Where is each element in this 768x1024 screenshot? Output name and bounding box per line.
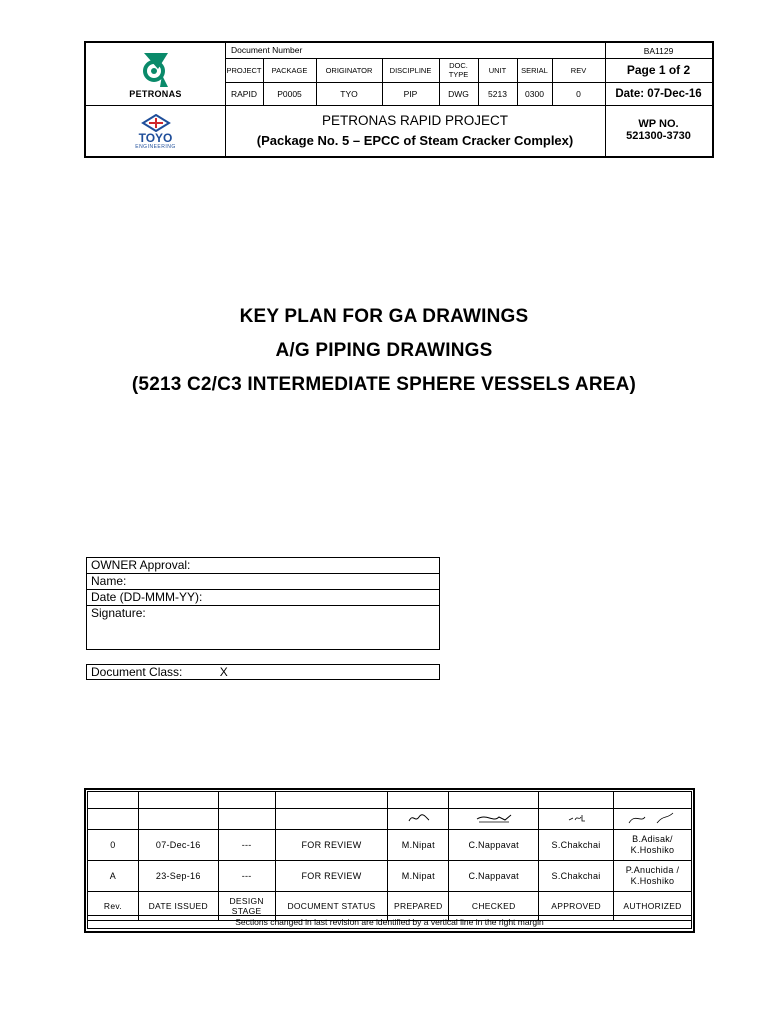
project-title-block <box>225 106 605 158</box>
col-doc-type: DOC. TYPE <box>448 61 469 79</box>
val-discipline: PIP <box>403 88 418 99</box>
table-row: A 23-Sep-16 --- FOR REVIEW M.Nipat C.Nappavat S.Chakchai P.Anuchida / K.Hoshiko <box>88 861 692 892</box>
table-row: 0 07-Dec-16 --- FOR REVIEW M.Nipat C.Nappavat S.Chakchai B.Adisak/ K.Hoshiko <box>88 830 692 861</box>
toyo-logo-subtext: ENGINEERING <box>135 144 176 150</box>
revision-note: Sections changed in last revision are identified by a vertical line in the right margin <box>87 915 692 929</box>
val-package: P0005 <box>277 88 302 99</box>
document-class-box <box>86 664 440 680</box>
col-originator: ORIGINATOR <box>325 65 373 75</box>
col-serial: SERIAL <box>521 65 548 75</box>
owner-approval-box <box>86 557 440 650</box>
toyo-emblem-icon <box>141 114 171 132</box>
date-label: Date (DD-MMM-YY): <box>87 590 439 606</box>
val-serial: 0300 <box>525 88 544 99</box>
wp-label: WP NO. <box>638 118 679 130</box>
signature-label: Signature: <box>91 606 146 620</box>
table-header-row: Rev. DATE ISSUED DESIGN STAGE DOCUMENT STATUS PREPARED CHECKED APPROVED AUTHORIZED <box>88 892 692 921</box>
toyo-logo <box>86 106 225 158</box>
approved-signature-icon <box>561 811 591 825</box>
col-package: PACKAGE <box>271 65 308 75</box>
project-title: PETRONAS RAPID PROJECT <box>321 113 509 128</box>
col-unit: UNIT <box>488 65 507 75</box>
revision-table <box>84 788 695 933</box>
petronas-logo-text: PETRONAS <box>129 89 182 99</box>
authorized-signature-icon <box>623 809 683 827</box>
petronas-emblem-icon <box>138 49 174 89</box>
page-number: Page 1 of 2 <box>626 63 691 77</box>
name-label: Name: <box>87 574 439 590</box>
wp-number: 521300-3730 <box>626 130 691 142</box>
signature-row <box>88 808 692 830</box>
val-rev: 0 <box>576 88 581 99</box>
drawing-title-line3: (5213 C2/C3 INTERMEDIATE SPHERE VESSELS AREA) <box>131 374 637 395</box>
doc-ref: BA1129 <box>643 45 674 56</box>
col-discipline: DISCIPLINE <box>389 65 432 75</box>
drawing-title-line2: A/G PIPING DRAWINGS <box>275 340 493 361</box>
drawing-title-line1: KEY PLAN FOR GA DRAWINGS <box>239 306 529 327</box>
document-number-label: Document Number <box>231 45 303 55</box>
table-row <box>88 792 692 809</box>
prepared-signature-icon <box>403 811 433 825</box>
col-project: PROJECT <box>226 65 262 75</box>
val-unit: 5213 <box>488 88 507 99</box>
val-project: RAPID <box>231 88 257 99</box>
wp-block <box>605 106 712 158</box>
petronas-logo <box>86 43 225 105</box>
document-header <box>84 41 714 158</box>
val-originator: TYO <box>340 88 358 99</box>
project-subtitle: (Package No. 5 – EPCC of Steam Cracker Complex) <box>256 133 574 148</box>
toyo-logo-text: TOYO <box>138 131 173 145</box>
document-class-value: X <box>219 665 228 679</box>
val-doc-type: DWG <box>448 88 469 99</box>
document-class-label: Document Class: <box>91 665 183 679</box>
owner-approval-label: OWNER Approval: <box>87 558 439 574</box>
issue-date: Date: 07-Dec-16 <box>615 87 702 100</box>
col-rev: REV <box>570 65 587 75</box>
checked-signature-icon <box>469 811 519 825</box>
